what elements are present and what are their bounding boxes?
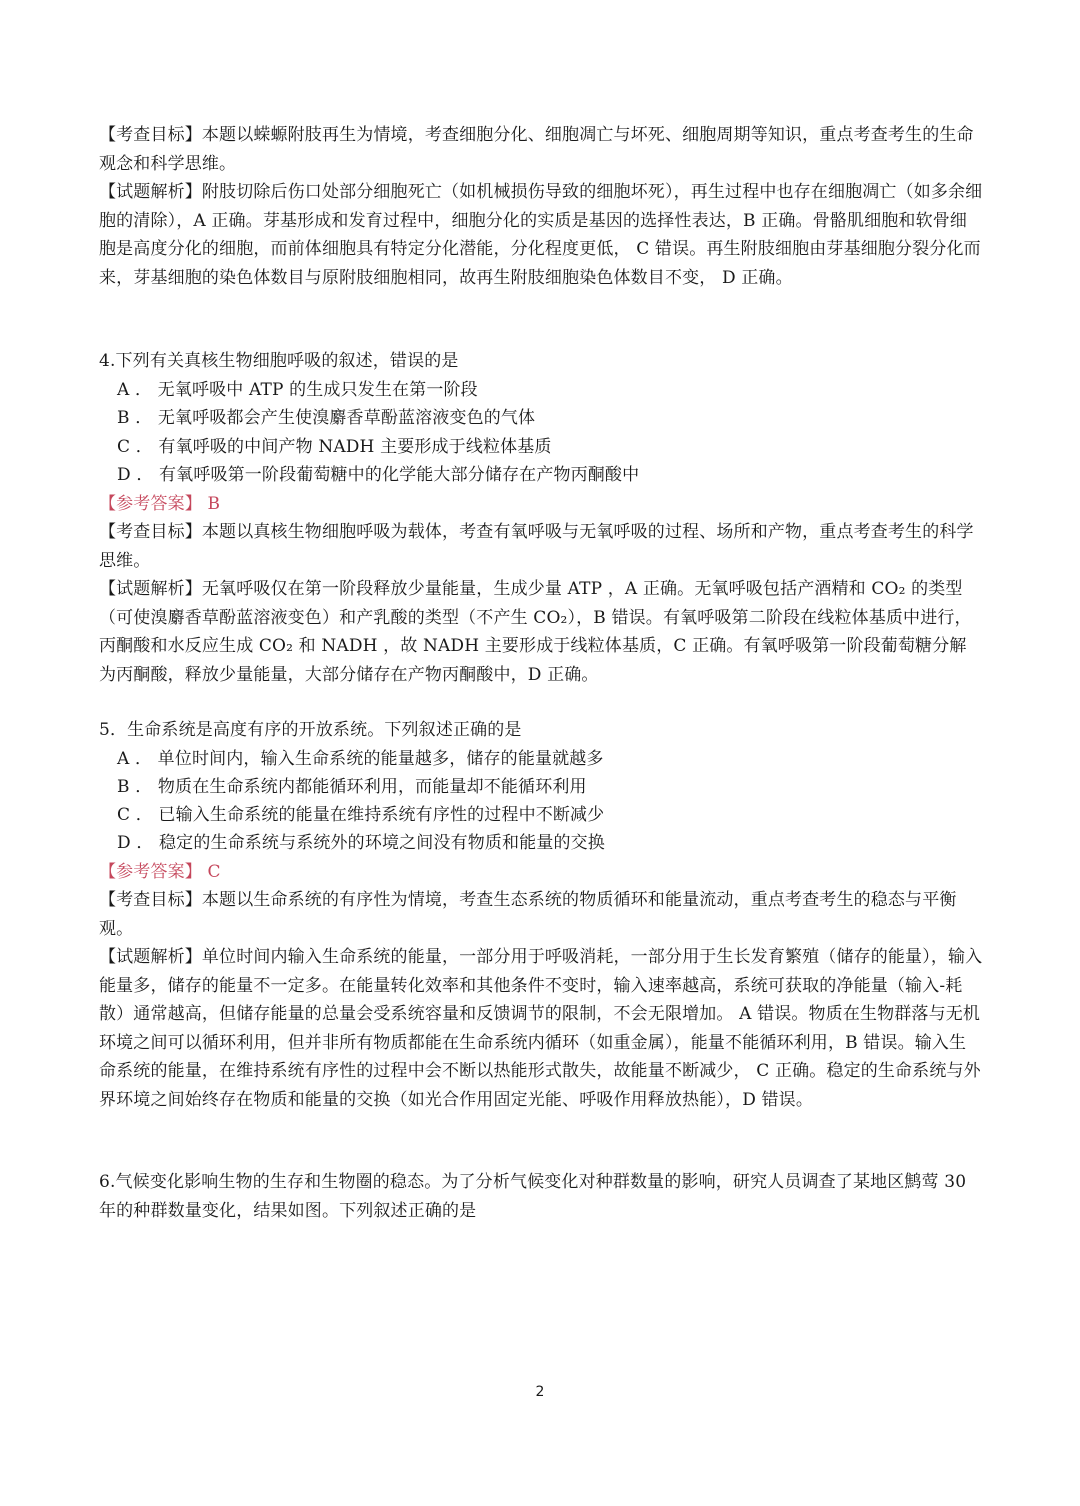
q5-target-text: 本题以生命系统的有序性为情境，考查生态系统的物质循环和能量流动，重点考查考生的稳态与平衡观。 <box>99 890 957 939</box>
q3-analysis <box>99 178 983 292</box>
q6-stem: 6.气候变化影响生物的生存和生物圈的稳态。为了分析气候变化对种群数量的影响，研究人员调查了某地区鹪莺 30 年的种群数量变化，结果如图。下列叙述正确的是 <box>99 1172 967 1221</box>
q3-target <box>99 121 983 178</box>
q4-analysis-text: 无氧呼吸仅在第一阶段释放少量能量，生成少量 ATP ，A 正确。无氧呼吸包括产酒精和 CO₂ 的类型（可使溴麝香草酚蓝溶液变色）和产乳酸的类型（不产生 CO₂），B 错误。有氧呼吸第二阶段在线粒体基质中进行，丙酮酸和水反应生成 CO₂ 和 NADH ，故 NADH 主要形成于线粒体基质，C 正确。有氧呼吸第一阶段葡萄糖分解为丙酮酸，释放少量能量，大部分储存在产物丙酮酸中，D 正确。 <box>99 579 972 685</box>
answer-label: 【参考答案】 <box>99 862 202 882</box>
analysis-label: 【试题解析】 <box>99 182 202 202</box>
q5-option-a: A ． 单位时间内，输入生命系统的能量越多，储存的能量就越多 <box>117 749 604 769</box>
q3-analysis-text: 附肢切除后伤口处部分细胞死亡（如机械损伤导致的细胞坏死），再生过程中也存在细胞凋亡（如多余细胞的清除），A 正确。芽基形成和发育过程中，细胞分化的实质是基因的选择性表达，B 正确。骨骼肌细胞和软骨细胞是高度分化的细胞，而前体细胞具有特定分化潜能，分化程度更低， C 错误。再生附肢细胞由芽基细胞分裂分化而来，芽基细胞的染色体数目与原附肢细胞相同，故再生附肢细胞染色体数目不变， D 正确。 <box>99 182 983 288</box>
target-label: 【考查目标】 <box>99 890 202 910</box>
q4-answer <box>99 490 983 519</box>
q4-target-text: 本题以真核生物细胞呼吸为载体，考查有氧呼吸与无氧呼吸的过程、场所和产物，重点考查考生的科学思维。 <box>99 522 974 571</box>
q4-option-a: A ． 无氧呼吸中 ATP 的生成只发生在第一阶段 <box>117 380 478 400</box>
q5-answer-value: C <box>207 862 221 882</box>
q4-analysis <box>99 575 983 689</box>
q5-stem: 5．生命系统是高度有序的开放系统。下列叙述正确的是 <box>99 720 522 740</box>
q4-option-b: B ． 无氧呼吸都会产生使溴麝香草酚蓝溶液变色的气体 <box>117 408 536 428</box>
q4-option-d: D ． 有氧呼吸第一阶段葡萄糖中的化学能大部分储存在产物丙酮酸中 <box>117 465 640 485</box>
q4-option-c: C ． 有氧呼吸的中间产物 NADH 主要形成于线粒体基质 <box>117 437 552 457</box>
q5-analysis <box>99 943 983 1114</box>
q5-answer <box>99 858 983 887</box>
target-label: 【考查目标】 <box>99 125 202 145</box>
q3-target-text: 本题以蝾螈附肢再生为情境，考查细胞分化、细胞凋亡与坏死、细胞周期等知识，重点考查考生的生命观念和科学思维。 <box>99 125 974 174</box>
q4-target <box>99 518 983 575</box>
answer-label: 【参考答案】 <box>99 494 202 514</box>
analysis-label: 【试题解析】 <box>99 579 202 599</box>
q5-analysis-text: 单位时间内输入生命系统的能量，一部分用于呼吸消耗，一部分用于生长发育繁殖（储存的能量），输入能量多，储存的能量不一定多。在能量转化效率和其他条件不变时，输入速率越高，系统可获取的净能量（输入-耗散）通常越高，但储存能量的总量会受系统容量和反馈调节的限制，不会无限增加。 A 错误。物质在生物群落与无机环境之间可以循环利用，但并非所有物质都能在生命系统内循环（如重金属），能量不能循环利用，B 错误。输入生命系统的能量，在维持系统有序性的过程中会不断以热能形式散失，故能量不断减少， C 正确。稳定的生命系统与外界环境之间始终存在物质和能量的交换（如光合作用固定光能、呼吸作用释放热能），D 错误。 <box>99 947 983 1110</box>
q5-target <box>99 886 983 943</box>
q4-answer-value: B <box>207 494 221 514</box>
q4-stem: 4.下列有关真核生物细胞呼吸的叙述，错误的是 <box>99 351 459 371</box>
q5-option-c: C ． 已输入生命系统的能量在维持系统有序性的过程中不断减少 <box>117 805 605 825</box>
page-number: 2 <box>535 1384 545 1400</box>
q5-option-b: B ． 物质在生命系统内都能循环利用，而能量却不能循环利用 <box>117 777 587 797</box>
q5-option-d: D ． 稳定的生命系统与系统外的环境之间没有物质和能量的交换 <box>117 833 605 853</box>
target-label: 【考查目标】 <box>99 522 202 542</box>
analysis-label: 【试题解析】 <box>99 947 202 967</box>
